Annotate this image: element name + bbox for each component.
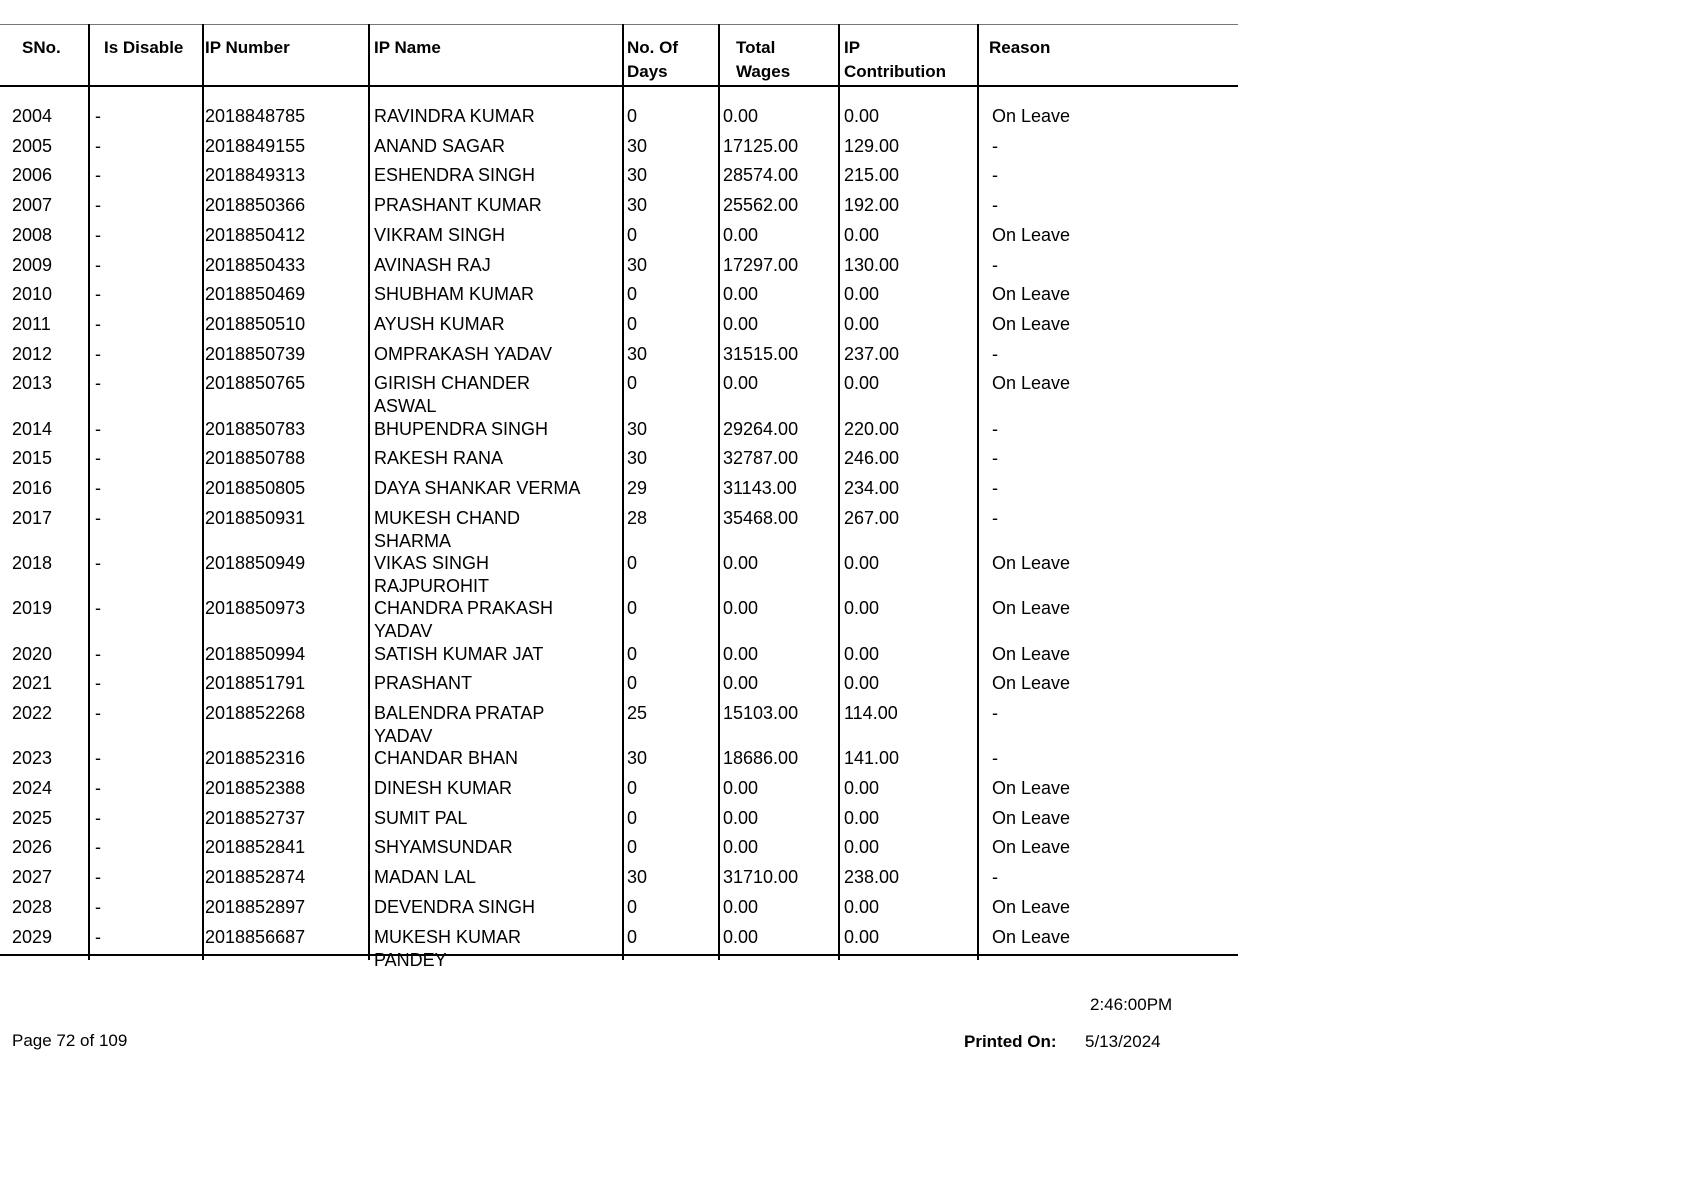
cell-reason: On Leave <box>992 553 1071 573</box>
cell-sno: 2011 <box>12 313 51 334</box>
cell-contribution: 234.00 <box>844 478 900 498</box>
header-wages-line1: Total <box>736 38 776 57</box>
cell-days: 0 <box>627 313 638 334</box>
cell-is-disable: - <box>95 837 101 858</box>
cell-reason: - <box>992 867 998 888</box>
header-contribution-line1: IP <box>844 38 861 57</box>
cell-ip-number: 2018852268 <box>205 703 306 723</box>
cell-wages: 0.00 <box>723 778 759 798</box>
cell-ip-name: PRASHANT <box>374 673 473 694</box>
cell-reason: - <box>992 254 998 275</box>
cell-ip-number: 2018850788 <box>205 448 306 469</box>
cell-ip-number: 2018852316 <box>205 748 306 769</box>
cell-sno: 2028 <box>12 896 53 917</box>
cell-ip-name: DAYA SHANKAR VERMA <box>374 478 581 498</box>
cell-sno: 2025 <box>12 807 53 828</box>
cell-ip-name: RAKESH RANA <box>374 448 504 469</box>
column-divider <box>88 87 90 960</box>
cell-ip-number: 2018850805 <box>205 478 306 498</box>
cell-days: 0 <box>627 896 638 917</box>
cell-days: 30 <box>627 418 648 439</box>
cell-sno: 2026 <box>12 837 53 858</box>
cell-sno: 2009 <box>12 254 53 275</box>
cell-ip-name-line2: SHARMA <box>374 530 452 551</box>
cell-ip-number: 2018856687 <box>205 926 306 947</box>
cell-reason: On Leave <box>992 373 1071 394</box>
cell-ip-number: 2018850994 <box>205 643 306 664</box>
cell-is-disable: - <box>95 448 101 469</box>
cell-is-disable: - <box>95 224 101 245</box>
cell-ip-name: AYUSH KUMAR <box>374 313 505 334</box>
cell-ip-name-line2: PANDEY <box>374 949 447 970</box>
cell-ip-name: PRASHANT KUMAR <box>374 195 542 216</box>
cell-is-disable: - <box>95 598 101 619</box>
cell-wages: 25562.00 <box>723 195 799 216</box>
cell-ip-number: 2018849155 <box>205 135 306 156</box>
cell-contribution: 0.00 <box>844 224 880 245</box>
cell-is-disable: - <box>95 643 101 664</box>
cell-ip-name: ANAND SAGAR <box>374 135 506 156</box>
cell-wages: 0.00 <box>723 373 759 394</box>
cell-ip-name-line2: RAJPUROHIT <box>374 576 490 596</box>
cell-wages: 0.00 <box>723 837 759 858</box>
cell-wages: 0.00 <box>723 807 759 828</box>
cell-is-disable: - <box>95 553 101 573</box>
header-wages <box>736 36 790 84</box>
cell-ip-name: AVINASH RAJ <box>374 254 491 275</box>
printed-date: 5/13/2024 <box>1085 1032 1161 1051</box>
cell-reason: On Leave <box>992 837 1071 858</box>
cell-is-disable: - <box>95 778 101 798</box>
cell-wages: 35468.00 <box>723 507 799 528</box>
cell-ip-number: 2018850931 <box>205 507 306 528</box>
page-number: Page 72 of 109 <box>12 1031 128 1050</box>
column-divider <box>718 87 720 960</box>
cell-ip-number: 2018852388 <box>205 778 306 798</box>
cell-days: 0 <box>627 284 638 305</box>
cell-sno: 2029 <box>12 926 53 947</box>
cell-contribution: 220.00 <box>844 418 900 439</box>
cell-is-disable: - <box>95 313 101 334</box>
cell-sno: 2019 <box>12 598 53 619</box>
column-divider <box>202 87 204 960</box>
cell-ip-number: 2018850783 <box>205 418 306 439</box>
cell-is-disable: - <box>95 867 101 888</box>
cell-is-disable: - <box>95 807 101 828</box>
cell-is-disable: - <box>95 926 101 947</box>
printed-time: 2:46:00PM <box>1090 995 1173 1014</box>
cell-contribution: 0.00 <box>844 553 880 573</box>
cell-days: 0 <box>627 224 638 245</box>
cell-sno: 2007 <box>12 195 53 216</box>
cell-ip-name: DINESH KUMAR <box>374 778 513 798</box>
cell-ip-name: VIKRAM SINGH <box>374 224 506 245</box>
cell-ip-number: 2018850973 <box>205 598 306 619</box>
cell-sno: 2022 <box>12 703 53 723</box>
cell-is-disable: - <box>95 507 101 528</box>
cell-ip-number: 2018850949 <box>205 553 306 573</box>
column-divider <box>368 87 370 960</box>
cell-days: 0 <box>627 106 638 126</box>
cell-days: 0 <box>627 837 638 858</box>
header-ip-name: IP Name <box>374 38 441 57</box>
cell-ip-number: 2018850739 <box>205 343 306 364</box>
cell-contribution: 114.00 <box>844 703 898 723</box>
cell-is-disable: - <box>95 254 101 275</box>
cell-contribution: 0.00 <box>844 673 880 694</box>
cell-ip-number: 2018851791 <box>205 673 306 694</box>
cell-reason: On Leave <box>992 284 1071 305</box>
cell-wages: 0.00 <box>723 224 759 245</box>
cell-wages: 17297.00 <box>723 254 799 275</box>
cell-contribution: 0.00 <box>844 896 880 917</box>
cell-days: 0 <box>627 926 638 947</box>
cell-ip-number: 2018849313 <box>205 165 306 186</box>
cell-is-disable: - <box>95 478 101 498</box>
cell-ip-name: SUMIT PAL <box>374 807 468 828</box>
cell-wages: 31143.00 <box>723 478 797 498</box>
cell-ip-number: 2018850765 <box>205 373 306 394</box>
cell-sno: 2004 <box>12 106 53 126</box>
cell-wages: 0.00 <box>723 106 759 126</box>
cell-ip-number: 2018850433 <box>205 254 306 275</box>
cell-contribution: 0.00 <box>844 837 880 858</box>
cell-wages: 31710.00 <box>723 867 799 888</box>
header-bottom-rule <box>0 85 1238 87</box>
cell-sno: 2023 <box>12 748 53 769</box>
cell-is-disable: - <box>95 284 101 305</box>
cell-is-disable: - <box>95 748 101 769</box>
cell-ip-number: 2018852874 <box>205 867 306 888</box>
column-divider <box>838 87 840 960</box>
cell-ip-name: SATISH KUMAR JAT <box>374 643 544 664</box>
cell-contribution: 215.00 <box>844 165 900 186</box>
cell-ip-number: 2018848785 <box>205 106 306 126</box>
cell-reason: On Leave <box>992 224 1071 245</box>
cell-days: 29 <box>627 478 648 498</box>
column-divider <box>622 24 624 87</box>
cell-wages: 29264.00 <box>723 418 799 439</box>
column-divider <box>718 24 720 87</box>
cell-ip-number: 2018852897 <box>205 896 306 917</box>
column-divider <box>622 87 624 960</box>
cell-wages: 0.00 <box>723 553 759 573</box>
cell-ip-name: MUKESH CHAND <box>374 507 521 528</box>
cell-sno: 2008 <box>12 224 53 245</box>
cell-contribution: 129.00 <box>844 135 900 156</box>
cell-wages: 31515.00 <box>723 343 799 364</box>
cell-sno: 2017 <box>12 507 53 528</box>
cell-is-disable: - <box>95 373 101 394</box>
cell-ip-name: GIRISH CHANDER <box>374 373 531 394</box>
cell-days: 30 <box>627 867 648 888</box>
cell-sno: 2027 <box>12 867 53 888</box>
column-divider <box>977 87 979 960</box>
cell-days: 30 <box>627 165 648 186</box>
cell-ip-name: SHUBHAM KUMAR <box>374 284 535 305</box>
cell-reason: - <box>992 165 998 186</box>
cell-sno: 2013 <box>12 373 53 394</box>
cell-reason: On Leave <box>992 673 1071 694</box>
cell-wages: 0.00 <box>723 896 759 917</box>
column-divider <box>838 24 840 87</box>
cell-contribution: 130.00 <box>844 254 900 275</box>
cell-wages: 0.00 <box>723 673 759 694</box>
cell-contribution: 0.00 <box>844 643 880 664</box>
column-divider <box>368 24 370 87</box>
cell-ip-name-line2: YADAV <box>374 726 433 746</box>
cell-reason: - <box>992 418 998 439</box>
cell-days: 30 <box>627 343 648 364</box>
cell-ip-name-line2: ASWAL <box>374 396 437 417</box>
cell-sno: 2014 <box>12 418 53 439</box>
cell-is-disable: - <box>95 165 101 186</box>
cell-sno: 2005 <box>12 135 53 156</box>
cell-ip-name: DEVENDRA SINGH <box>374 896 536 917</box>
cell-wages: 15103.00 <box>723 703 799 723</box>
header-is-disable: Is Disable <box>104 38 184 57</box>
cell-ip-number: 2018852841 <box>205 837 306 858</box>
cell-ip-number: 2018850366 <box>205 195 306 216</box>
cell-is-disable: - <box>95 195 101 216</box>
column-divider <box>202 24 204 87</box>
cell-ip-name: BHUPENDRA SINGH <box>374 418 549 439</box>
header-wages-line2: Wages <box>736 62 791 81</box>
cell-wages: 28574.00 <box>723 165 799 186</box>
header-reason: Reason <box>989 38 1051 57</box>
cell-reason: - <box>992 507 998 528</box>
cell-is-disable: - <box>95 673 101 694</box>
cell-wages: 0.00 <box>723 598 759 619</box>
cell-days: 0 <box>627 807 638 828</box>
cell-sno: 2012 <box>12 343 53 364</box>
cell-ip-name: CHANDRA PRAKASH <box>374 598 554 619</box>
cell-contribution: 192.00 <box>844 195 900 216</box>
cell-ip-name: OMPRAKASH YADAV <box>374 343 553 364</box>
cell-reason: On Leave <box>992 926 1071 947</box>
cell-sno: 2018 <box>12 553 53 573</box>
header-days-line1: No. Of <box>627 38 678 57</box>
cell-days: 0 <box>627 643 638 664</box>
header-sno: SNo. <box>22 38 61 57</box>
cell-contribution: 141.00 <box>844 748 900 769</box>
table-top-rule <box>0 24 1238 25</box>
cell-contribution: 0.00 <box>844 778 880 798</box>
cell-contribution: 0.00 <box>844 106 880 126</box>
cell-reason: On Leave <box>992 643 1071 664</box>
cell-reason: - <box>992 478 998 498</box>
cell-ip-name-line2: YADAV <box>374 621 433 642</box>
cell-days: 30 <box>627 748 648 769</box>
column-divider <box>977 24 979 87</box>
cell-reason: On Leave <box>992 778 1071 798</box>
cell-days: 25 <box>627 703 648 723</box>
header-contribution <box>844 36 946 84</box>
cell-reason: - <box>992 135 998 156</box>
cell-contribution: 238.00 <box>844 867 900 888</box>
cell-days: 0 <box>627 673 638 694</box>
cell-wages: 32787.00 <box>723 448 799 469</box>
cell-is-disable: - <box>95 418 101 439</box>
cell-wages: 0.00 <box>723 313 759 334</box>
cell-wages: 18686.00 <box>723 748 799 769</box>
cell-ip-name: BALENDRA PRATAP <box>374 703 545 723</box>
cell-ip-name: CHANDAR BHAN <box>374 748 519 769</box>
cell-ip-number: 2018850412 <box>205 224 306 245</box>
cell-ip-name: ESHENDRA SINGH <box>374 165 536 186</box>
cell-wages: 0.00 <box>723 643 759 664</box>
header-days-line2: Days <box>627 62 668 81</box>
column-divider <box>88 24 90 87</box>
cell-wages: 0.00 <box>723 284 759 305</box>
cell-contribution: 0.00 <box>844 373 880 394</box>
cell-ip-number: 2018850469 <box>205 284 306 305</box>
cell-is-disable: - <box>95 343 101 364</box>
cell-sno: 2010 <box>12 284 53 305</box>
cell-days: 30 <box>627 135 648 156</box>
cell-reason: On Leave <box>992 598 1071 619</box>
cell-contribution: 0.00 <box>844 926 880 947</box>
cell-reason: On Leave <box>992 896 1071 917</box>
cell-days: 0 <box>627 778 638 798</box>
cell-days: 30 <box>627 448 648 469</box>
cell-sno: 2015 <box>12 448 53 469</box>
cell-sno: 2020 <box>12 643 53 664</box>
cell-days: 0 <box>627 373 638 394</box>
cell-ip-name: RAVINDRA KUMAR <box>374 106 535 126</box>
table-bottom-rule <box>0 954 1238 956</box>
cell-contribution: 0.00 <box>844 598 880 619</box>
cell-days: 30 <box>627 195 648 216</box>
cell-sno: 2016 <box>12 478 53 498</box>
printed-on-label: Printed On: <box>964 1032 1057 1051</box>
cell-sno: 2006 <box>12 165 53 186</box>
cell-wages: 0.00 <box>723 926 759 947</box>
cell-sno: 2024 <box>12 778 53 798</box>
cell-reason: On Leave <box>992 313 1071 334</box>
cell-days: 30 <box>627 254 648 275</box>
cell-reason: - <box>992 448 998 469</box>
cell-days: 28 <box>627 507 648 528</box>
header-ip-number: IP Number <box>205 38 290 57</box>
cell-contribution: 237.00 <box>844 343 900 364</box>
cell-reason: - <box>992 703 998 723</box>
cell-ip-number: 2018852737 <box>205 807 306 828</box>
cell-reason: - <box>992 343 998 364</box>
cell-ip-name: VIKAS SINGH <box>374 553 490 573</box>
cell-contribution: 267.00 <box>844 507 900 528</box>
cell-contribution: 246.00 <box>844 448 900 469</box>
cell-contribution: 0.00 <box>844 807 880 828</box>
cell-ip-name: SHYAMSUNDAR <box>374 837 513 858</box>
header-days <box>627 36 678 84</box>
cell-days: 0 <box>627 598 638 619</box>
cell-is-disable: - <box>95 703 101 723</box>
cell-ip-name: MADAN LAL <box>374 867 477 888</box>
cell-sno: 2021 <box>12 673 53 694</box>
cell-is-disable: - <box>95 106 101 126</box>
cell-reason: - <box>992 195 998 216</box>
cell-days: 0 <box>627 553 638 573</box>
header-contribution-line2: Contribution <box>844 62 946 81</box>
cell-is-disable: - <box>95 896 101 917</box>
cell-ip-name: MUKESH KUMAR <box>374 926 522 947</box>
cell-reason: On Leave <box>992 807 1071 828</box>
cell-is-disable: - <box>95 135 101 156</box>
cell-wages: 17125.00 <box>723 135 799 156</box>
cell-ip-number: 2018850510 <box>205 313 306 334</box>
cell-contribution: 0.00 <box>844 284 880 305</box>
cell-reason: - <box>992 748 998 769</box>
cell-contribution: 0.00 <box>844 313 880 334</box>
cell-reason: On Leave <box>992 106 1071 126</box>
